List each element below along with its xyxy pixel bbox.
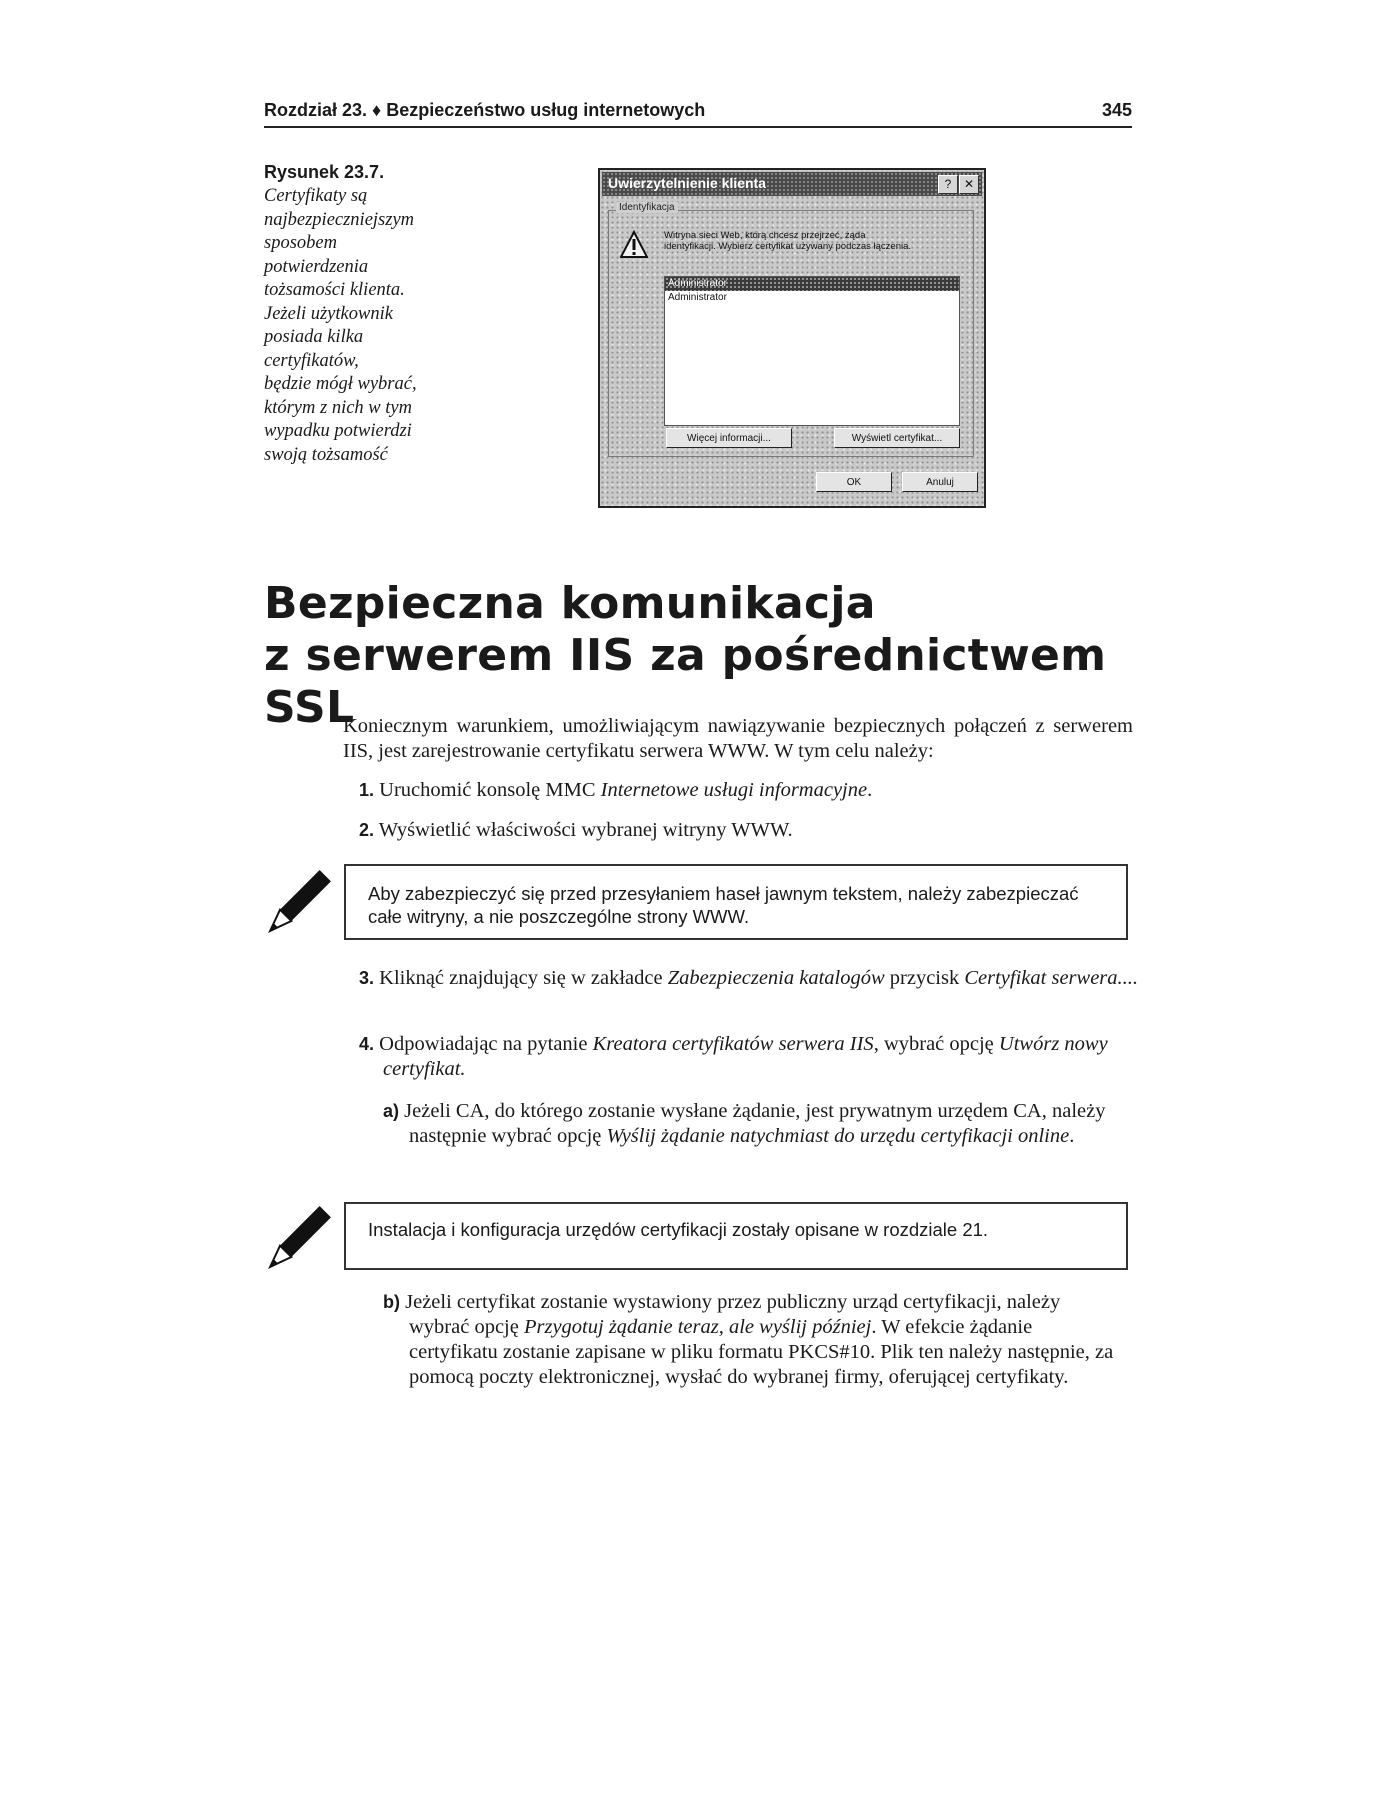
close-button[interactable]: ✕ (959, 175, 979, 194)
step-text: Uruchomić konsolę MMC (379, 779, 601, 801)
dialog-titlebar (602, 172, 982, 196)
substep-end: . W efekcie żądanie certyfikatu zostanie zapisane w pliku formatu PKCS#10. Plik ten należy następnie, za pomocą poczty elektronicznej, wysłać do wybranej firmy, oferującej certyfikaty. (409, 1316, 1114, 1388)
help-button[interactable]: ? (938, 175, 958, 194)
pencil-note-icon (262, 1204, 332, 1276)
step-text: Kliknąć znajdujący się w zakładce (379, 967, 668, 989)
figure-label: Rysunek 23.7. (264, 162, 385, 182)
section-title (264, 578, 1164, 734)
ok-button[interactable]: OK (816, 472, 892, 492)
step-text: Wyświetlić właściwości wybranej witryny WWW. (378, 819, 793, 841)
intro-paragraph: Koniecznym warunkiem, umożliwiającym nawiązywanie bezpiecznych połączeń z serwerem IIS, jest zarejestrowanie certyfikatu serwera WWW. W tym celu należy: (343, 715, 1133, 762)
step-number: 2. (359, 820, 375, 840)
figure-caption (264, 162, 464, 467)
step-italic: Kreatora certyfikatów serwera IIS (592, 1033, 874, 1055)
section-title-line2: z serwerem IIS za pośrednictwem SSL (264, 630, 1107, 733)
figure-caption-text: Certyfikaty są najbezpieczniejszym sposobem potwierdzenia tożsamości klienta. Jeżeli użytkownik posiada kilka certyfikatów, będzie mógł wybrać, którym z nich w tym wypadku potwierdzi swoją tożsamość (264, 186, 417, 465)
substep-italic: Przygotuj żądanie teraz, ale wyślij później (523, 1316, 872, 1338)
certificate-item-selected[interactable]: Administrator (665, 277, 959, 291)
note-box-2 (344, 1202, 1128, 1270)
note-text-1: Aby zabezpieczyć się przed przesyłaniem haseł jawnym tekstem, należy zabezpieczać całe witryny, a nie poszczególne strony WWW. (368, 883, 1079, 927)
note-box-1 (344, 864, 1128, 940)
substep-label: b) (383, 1292, 400, 1312)
substep-b (383, 1290, 1119, 1390)
step-number: 1. (359, 780, 375, 800)
step-number: 4. (359, 1034, 375, 1054)
substep-end: . (1069, 1125, 1075, 1147)
section-title-line1: Bezpieczna komunikacja (264, 578, 876, 629)
step-number: 3. (359, 968, 375, 988)
view-certificate-button[interactable]: Wyświetl certyfikat... (834, 428, 960, 448)
group-label: Identyfikacja (616, 202, 678, 213)
chapter-title: Rozdział 23. ♦ Bezpieczeństwo usług internetowych (264, 100, 706, 120)
substep-label: a) (383, 1101, 400, 1121)
pencil-note-icon (262, 868, 332, 940)
page-number: 345 (1101, 100, 1132, 120)
dialog-title: Uwierzytelnienie klienta (608, 175, 766, 191)
step-mid: , wybrać opcję (873, 1033, 999, 1055)
step-4 (359, 1032, 1173, 1082)
note-text-2: Instalacja i konfiguracja urzędów certyfikacji zostały opisane w rozdziale 21. (368, 1219, 989, 1240)
running-header (264, 96, 1132, 128)
client-auth-dialog (598, 168, 986, 508)
step-text: Odpowiadając na pytanie (379, 1033, 593, 1055)
certificate-item[interactable]: Administrator (668, 292, 727, 303)
step-3 (359, 966, 1173, 991)
warning-triangle-icon (620, 230, 648, 260)
step-mid: przycisk (884, 967, 965, 989)
dialog-message: Witryna sieci Web, którą chcesz przejrzeć, żąda identyfikacji. Wybierz certyfikat używany podczas łączenia. (664, 230, 912, 252)
more-info-button[interactable]: Więcej informacji... (666, 428, 792, 448)
cancel-button[interactable]: Anuluj (902, 472, 978, 492)
step-2 (359, 818, 1173, 843)
step-italic: Certyfikat serwera.... (964, 967, 1139, 989)
substep-a (383, 1099, 1109, 1149)
step-1 (359, 778, 1173, 803)
step-end: . (867, 779, 873, 801)
step-italic: Zabezpieczenia katalogów (667, 967, 885, 989)
substep-italic: Wyślij żądanie natychmiast do urzędu certyfikacji online (606, 1125, 1070, 1147)
step-italic: Utwórz nowy certyfikat. (383, 1033, 1108, 1080)
certificate-list[interactable] (664, 276, 960, 426)
step-italic: Internetowe usługi informacyjne (600, 779, 868, 801)
substep-text: Jeżeli certyfikat zostanie wystawiony przez publiczny urząd certyfikacji, należy wybrać opcję (405, 1291, 1061, 1338)
substep-text: Jeżeli CA, do którego zostanie wysłane żądanie, jest prywatnym urzędem CA, należy następnie wybrać opcję (404, 1100, 1106, 1147)
